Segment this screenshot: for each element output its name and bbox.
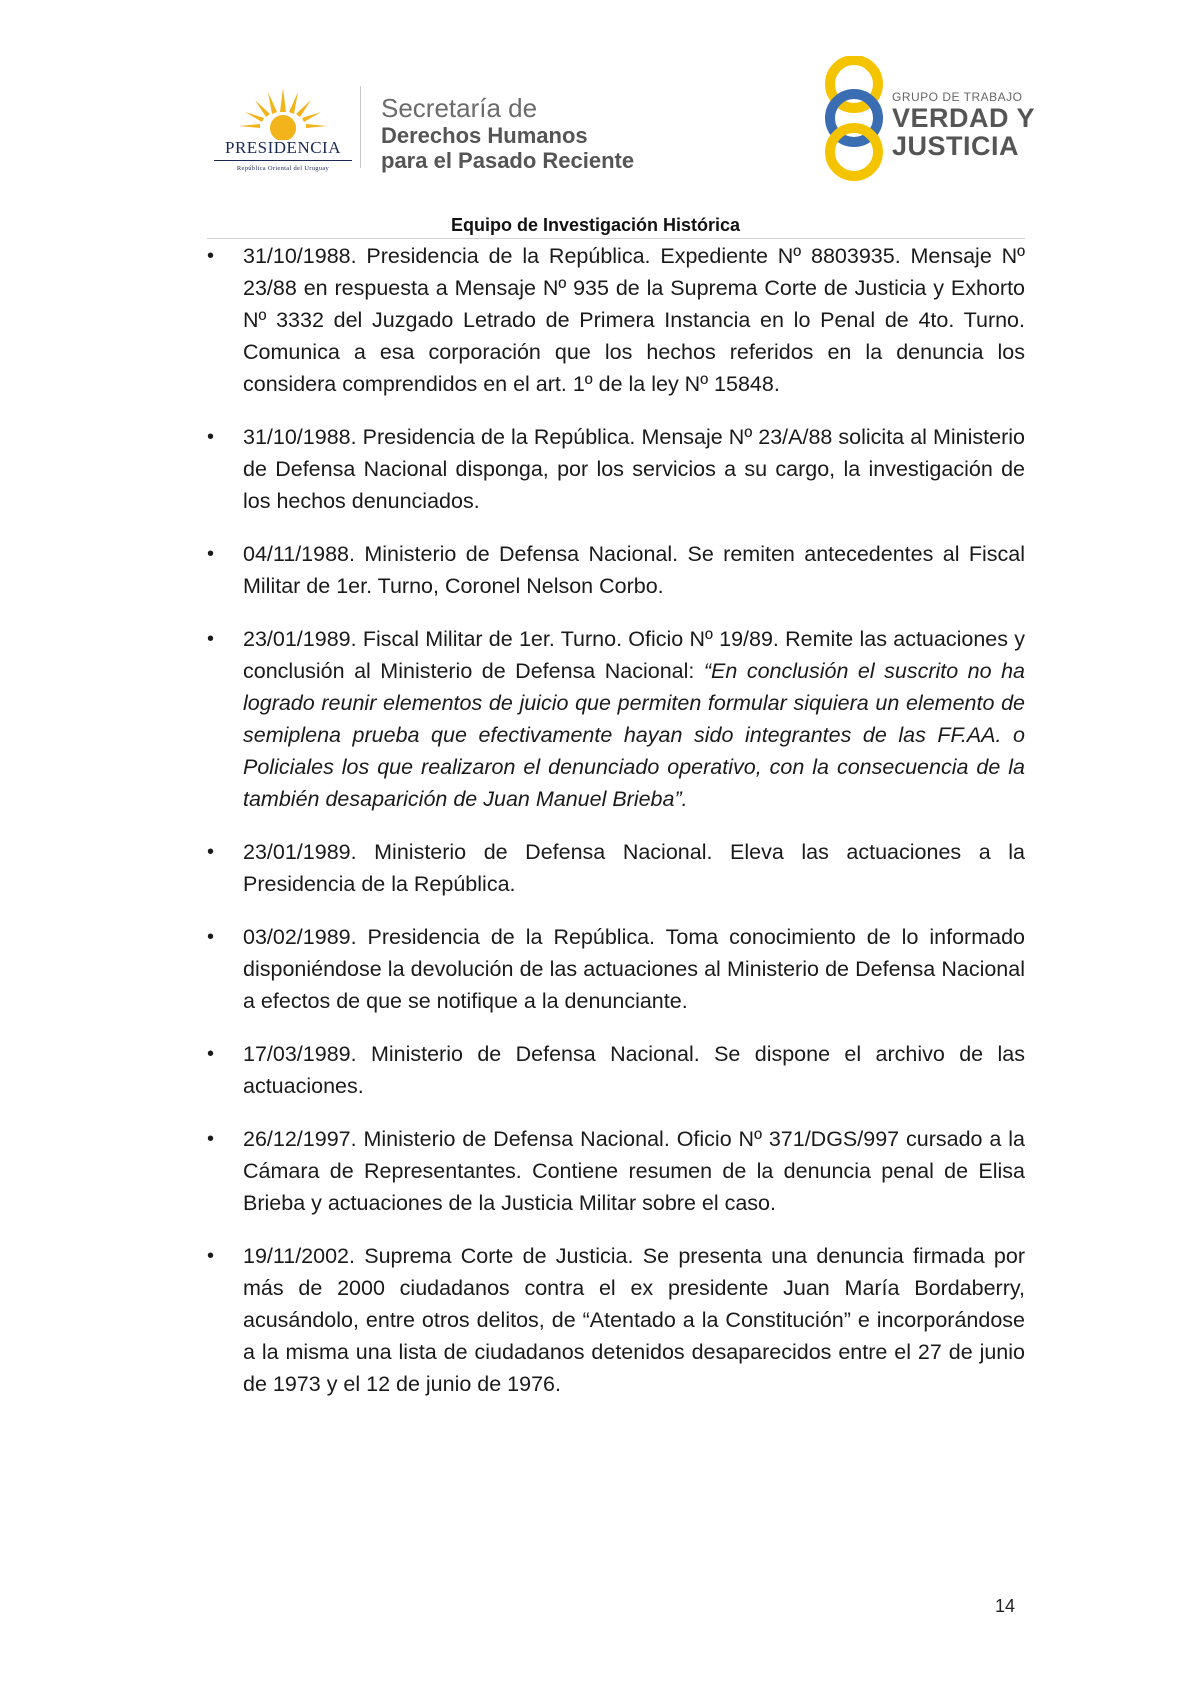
list-item <box>207 836 1025 900</box>
document-body <box>207 240 1025 1421</box>
entry-text: 19/11/2002. Suprema Corte de Justicia. Se presenta una denuncia firmada por más de 2000 ciudadanos contra el ex presidente Juan María Bordaberry, acusándolo, entre otros delitos, de “Atentado a la Constitución” e incorporándose a la misma una lista de ciudadanos detenidos desaparecidos entre el 27 de junio de 1973 y el 12 de junio de 1976. <box>243 1244 1025 1396</box>
presidencia-name: PRESIDENCIA <box>224 138 341 157</box>
list-item <box>207 240 1025 400</box>
bullet: • <box>207 1043 215 1065</box>
team-title: Equipo de Investigación Histórica <box>450 215 741 235</box>
bullet: • <box>207 245 215 267</box>
secretaria-logo-text <box>381 94 634 173</box>
entry-text: 03/02/1989. Presidencia de la República. Toma conocimiento de lo informado disponiéndose la devolución de las actuaciones al Ministerio de Defensa Nacional a efectos de que se notifique a la denunciante. <box>243 925 1025 1013</box>
verdad-justicia-text <box>892 90 1035 160</box>
verdad-label: VERDAD Y <box>892 103 1036 133</box>
grupo-trabajo-label: GRUPO DE TRABAJO <box>892 90 1023 104</box>
presidencia-divider <box>214 160 352 161</box>
bullet: • <box>207 841 215 863</box>
entry-text: 04/11/1988. Ministerio de Defensa Nacional. Se remiten antecedentes al Fiscal Militar de 1er. Turno, Coronel Nelson Corbo. <box>243 542 1025 598</box>
presidencia-logo <box>208 86 358 178</box>
bullet: • <box>207 926 215 948</box>
list-item <box>207 421 1025 517</box>
bullet: • <box>207 426 215 448</box>
entry-text: 23/01/1989. Ministerio de Defensa Nacional. Eleva las actuaciones a la Presidencia de la República. <box>243 840 1025 896</box>
entry-text: 23/01/1989. Fiscal Militar de 1er. Turno. Oficio Nº 19/89. Remite las actuaciones y conclusión al Ministerio de Defensa Nacional: <box>243 627 1025 683</box>
sun-icon <box>236 86 330 140</box>
list-item <box>207 921 1025 1017</box>
list-item <box>207 1038 1025 1102</box>
secretaria-line-2: Derechos Humanos <box>381 123 588 148</box>
header-rule <box>207 238 1025 239</box>
secretaria-line-3: para el Pasado Reciente <box>381 148 635 173</box>
logo-divider <box>360 86 361 168</box>
list-item <box>207 538 1025 602</box>
justicia-label: JUSTICIA <box>892 131 1020 161</box>
secretaria-line-1: Secretaría de <box>381 93 538 123</box>
list-item <box>207 1240 1025 1400</box>
bullet: • <box>207 1245 215 1267</box>
bullet: • <box>207 628 215 650</box>
presidencia-subtitle: República Oriental del Uruguay <box>236 165 330 172</box>
page-header <box>0 0 1191 240</box>
bullet: • <box>207 543 215 565</box>
entry-text: 17/03/1989. Ministerio de Defensa Nacional. Se dispone el archivo de las actuaciones. <box>243 1042 1025 1098</box>
list-item <box>207 623 1025 815</box>
bullet: • <box>207 1128 215 1150</box>
entry-text: 31/10/1988. Presidencia de la República. Expediente Nº 8803935. Mensaje Nº 23/88 en respuesta a Mensaje Nº 935 de la Suprema Corte de Justicia y Exhorto Nº 3332 del Juzgado Letrado de Primera Instancia en lo Penal de 4to. Turno. Comunica a esa corporación que los hechos referidos en la denuncia los considera comprendidos en el art. 1º de la ley Nº 15848. <box>243 244 1025 396</box>
list-item <box>207 1123 1025 1219</box>
entry-quote: “En conclusión el suscrito no ha logrado reunir elementos de juicio que permiten formular siquiera un elemento de semiplena prueba que efectivamente hayan sido integrantes de las FF.AA. o Policiales los que realizaron el denunciado operativo, con la consecuencia de la también desaparición de Juan Manuel Brieba”. <box>243 659 1025 811</box>
entry-text: 31/10/1988. Presidencia de la República. Mensaje Nº 23/A/88 solicita al Ministerio de Defensa Nacional disponga, por los servicios a su cargo, la investigación de los hechos denunciados. <box>243 425 1025 513</box>
page-number: 14 <box>995 1596 1016 1616</box>
entry-text: 26/12/1997. Ministerio de Defensa Nacional. Oficio Nº 371/DGS/997 cursado a la Cámara de Representantes. Contiene resumen de la denuncia penal de Elisa Brieba y actuaciones de la Justicia Militar sobre el caso. <box>243 1127 1025 1215</box>
